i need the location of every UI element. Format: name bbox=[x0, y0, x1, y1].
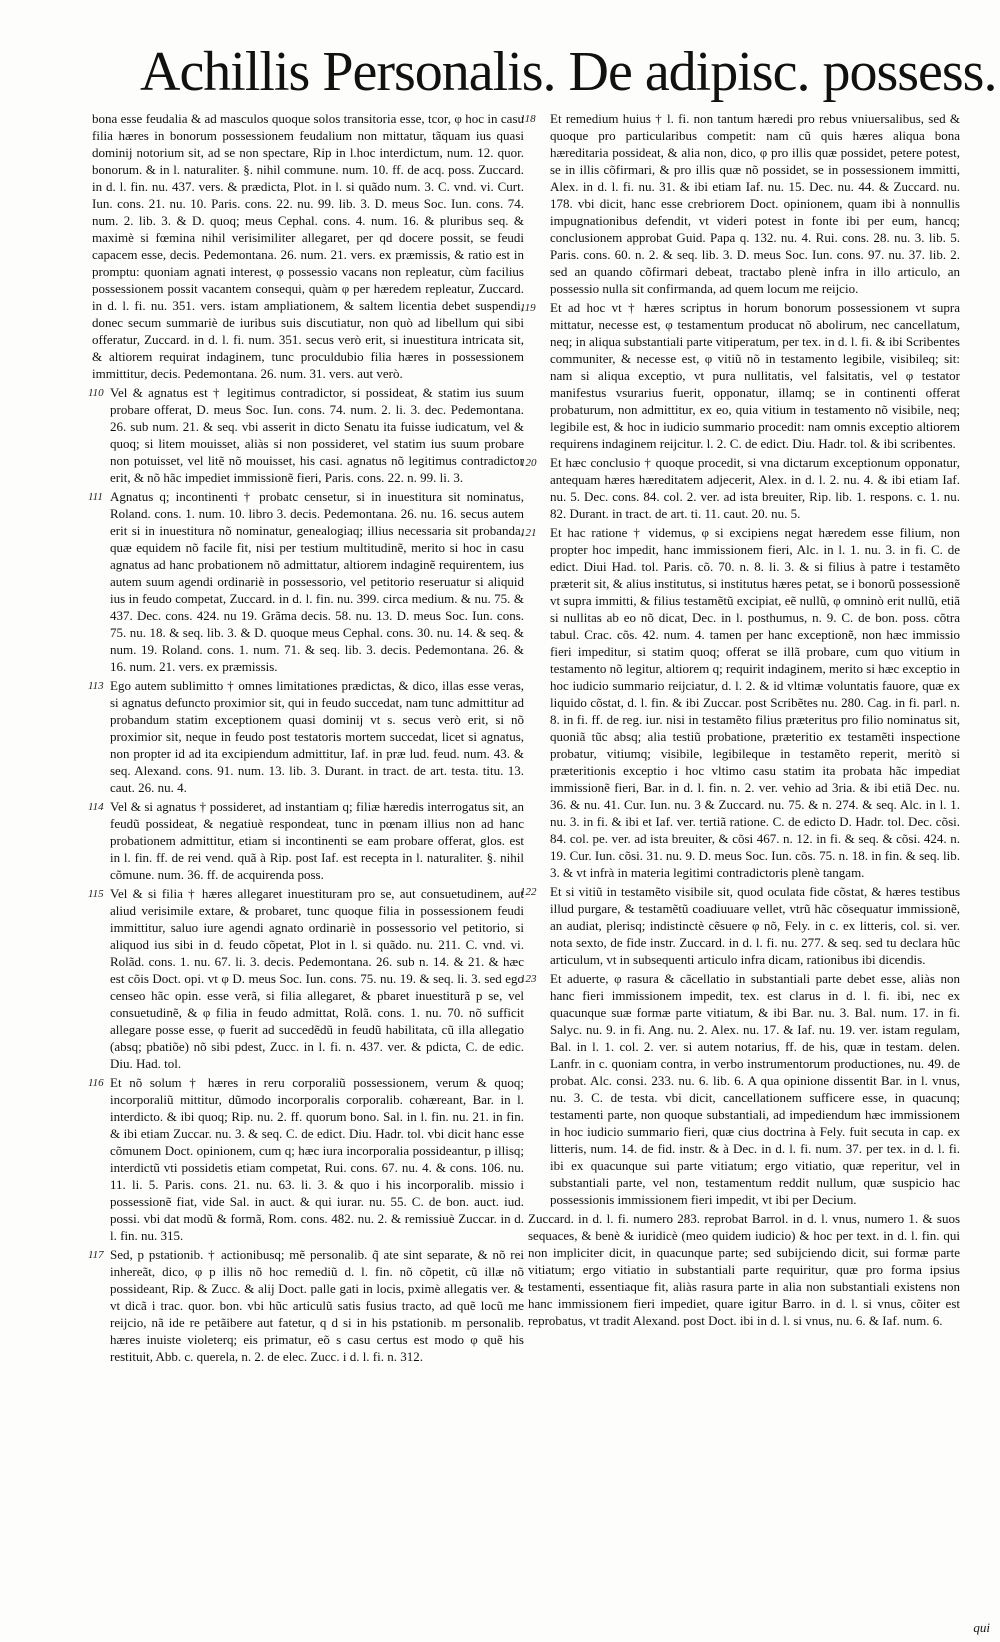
paragraph-text: Et aduerte, φ rasura & cãcellatio in substantiali parte debet esse, aliàs non hanc fieri immissionem impedit, tex. est clarus in d. l. fi. ibi, nec ex quacunque suæ formæ parte vitiatum, & ibi Bar. nu. 3. Bal. num. 17. in fi. Salyc. nu. 9. in fi. Ang. nu. 2. Alex. nu. 17. & Iaf. nu. 19. ver. istam regulam, Bal. in l. 1. col. 2. ver. si autem notarius, ff. de his, quæ in testam. delen. Lanfr. in c. quoniam contra, in verbo instrumentorum productiones, nu. 49. de probat. Alc. consi. 233. nu. 6. lib. 6. A qua opinione dissentit Bar. in l. vnus, nu. 3. C. de testa. vbi dicit, cancellationem sufficere esse, in quacunq; testamenti parte, non quoque substantiali, ad impediendum hæc immissionem in hoc iudicio summario fieri, quæ cius doctrina à Fely. fuit secuta in cap. ex litteris, num. 14. de fid. instr. & à Dec. in d. l. fi. num. 37. per tex. in d. l. fi. ibi ex quacunque sui parte vitiatum; ergo vitiatio, quæ reperitur, vel in substantiali parte, vel non, testamentum reddit nullum, quæ suspicio hac possessionis immissionem fieri impedit, vt ibi per Decium. bbox=[550, 971, 960, 1207]
left-column bbox=[88, 110, 524, 1630]
margin-number: 118 bbox=[520, 113, 536, 125]
margin-number: 110 bbox=[88, 387, 104, 399]
right-column bbox=[520, 110, 960, 1630]
paragraph-text: Agnatus q; incontinenti † probatc censetur, si in inuestitura sit nominatus, Roland. cons. 1. num. 10. libro 3. decis. Pedemontana. 26. nu. 16. secus autem erit si in inuestitura nõ nominatur, genealogiaq; illius necessaria sit probanda, quæ equidem nõ facile fit, nisi per testium multitudinẽ, merito si hoc in casu agnatus ad hanc probationem nõ admittatur, altiorem indaginẽ requirentem, ius autem suum agendi ordinariè in possessorio, vel petitorio reseruatur si aliquid ius in feudo competat, Zuccard. in d. l. fin. nu. 399. circa medium. & nu. 75. & 437. Dec. cons. 424. nu 19. Grãma decis. 58. nu. 13. D. meus Soc. Iun. cons. 75. nu. 18. & seq. lib. 3. & D. quoque meus Cephal. cons. 30. nu. 14. & seq. & num. 19. Roland. cons. 1. num. 71. & seq. lib. 3. decis. Pedemontana. 26. & 16. num. 21. vers. ex præmissis. bbox=[110, 489, 524, 674]
paragraph bbox=[528, 1210, 960, 1329]
paragraph bbox=[88, 384, 524, 486]
running-header: Achillis Personalis. De adipisc. possess. bbox=[140, 41, 997, 103]
paragraph-text: Vel & si agnatus † possideret, ad instantiam q; filiæ hæredis interrogatus sit, an feudũ possideat, & negatiuè respondeat, tunc in pœnam illius non ad hanc probationem admittitur, etiam si incontinenti se eam probare offerat, glos. est in l. fin. ff. de rei vend. quã à Rip. post Iaf. est recepta in l. naturaliter. §. nihil cõmune. num. 36. ff. de acquirenda poss. bbox=[110, 799, 524, 882]
margin-number: 111 bbox=[88, 491, 103, 503]
margin-number: 121 bbox=[520, 527, 537, 539]
paragraph-text: bona esse feudalia & ad masculos quoque solos transitoria esse, tcor, φ hoc in casu filia hæres in bonorum possessionem feudalium non mittatur, tãquam ius quasi dominij notorium sit, ad se non spectare, Rip in l.hoc interdictum, num. 12. quor. bonorum. & in l. naturaliter. §. nihil commune. num. 10. ff. de acq. poss. Zuccard. in d. l. fin. nu. 437. vers. & prædicta, Plot. in l. si quãdo num. 3. C. vnd. vi. Curt. Iun. cons. 21. nu. 10. Paris. cons. 22. nu. 99. lib. 3. D. meus Soc. Iun. cons. 74. num. 2. lib. 3. & D. quoq; meus Cephal. cons. 4. num. 16. & pluribus seq. & maximè si fœmina nihil verisimiliter allegaret, per qd docere possit, se feudi capacem esse, decis. Pedemontana. 26. num. 21. vers. ex præmissis, & ratio est in promptu: quoniam agnati interest, φ possessio vacans non repleatur, cùm facilius possessionem possit vacantem consequi, quàm φ per hæredem repleatur, Zuccard. in d. l. fi. nu. 351. vers. istam ampliationem, & saltem licentia debet suspendi, donec secum summariè de iuribus suis discutiatur, non quò ad libellum qui sibi offeratur, Zuccard. in d. l. fi. num. 351. secus verò erit, si inuestitura intricata sit, & altiorem requirat indaginem, tunc proculdubio filia hæres in possessionem immittitur, decis. Pedemontana. 26. num. 31. vers. aut verò. bbox=[92, 111, 524, 381]
paragraph bbox=[88, 677, 524, 796]
paragraph-text: Et ad hoc vt † hæres scriptus in horum bonorum possessionem vt supra mittatur, necesse est, φ testamentum producat nõ abolirum, nec cancellatum, neq; in aliqua substantiali parte vitiperatum, per tex. in d. l. fi. & ibi Scribentes communiter, & necesse est, φ vitiũ nõ in testamento legibile, visibileq; sit: nam si aliqua exceptio, vt pura nullitatis, vel falsitatis, vel φ testator manifestus vsurarius fuerit, opponatur, illamq; se in continenti offerat probaturum, non admittitur, ex eo, quia vitium in testamento nõ visibile, neq; legibile est, & hoc in iudicio summario procedit: nam omnis exceptio altiorem requirens indaginem reijcitur. l. 2. C. de edict. Diu. Hadr. tol. & ibi scribentes. bbox=[550, 300, 960, 451]
margin-number: 119 bbox=[520, 302, 536, 314]
paragraph-text: Et si vitiũ in testamẽto visibile sit, quod oculata fide cõstat, & hæres testibus illud purgare, & testamẽtũ coadiuuare vellet, vtrũ hãc cõsequatur immissionẽ, an audiat, plerisq; indistinctè cẽsuere φ nõ, Fely. in c. ex litteris, col. si. ver. nota sexto, de fide instr. Zuccard. in d. l. fi. nu. 277. & seq. sed tu declara hũc articulum, vt in subsequenti articulo infra dicam, rationibus ibi dicendis. bbox=[550, 884, 960, 967]
paragraph bbox=[88, 1246, 524, 1365]
paragraph-text: Zuccard. in d. l. fi. numero 283. reprobat Barrol. in d. l. vnus, numero 1. & suos sequaces, & benè & iuridicè (meo quidem iudicio) & hoc per text. in d. l. fin. qui non impliciter dicit, in quacunque parte; sed subijciendo dicit, sui formæ parte vitiatum; ergo vitiatio in substantiali parte requiritur, quæ pro forma ipsius testamenti, essentiaque fit, aliàs rasura parte in alia non substantiali existens non hanc immissionem fieri impediet, quare igitur Barro. in d. l. si vnus, cõiter est reprobatus, vt tradit Alexand. post Doct. ibi in d. l. si vnus, nu. 6. & Iaf. num. 6. bbox=[528, 1211, 960, 1328]
paragraph-text: Et hac ratione † videmus, φ si excipiens negat hæredem esse filium, non propter hoc impedit, hanc immissionem fieri, Alc. in l. 1. nu. 3. in fi. C. de edict. Diui Had. tol. Paris. cõ. 70. n. 8. li. 3. & si filius à patre i testamẽto præterit sit, & alius institutus, si institutus hæres petat, se i bonorũ possessionẽ vt supra immitti, & filius testamẽtũ excipiat, eẽ nullũ, φ omninò erit nullũ, etiã si nullitas ab eo nõ dicat, Dec. in l. posthumus, n. 9. C. de bon. poss. cõtra tabul. Crac. cõs. 42. num. 4. tamen per hanc exceptionẽ, non hæc immissio fieri impeditur, si statim quoq; offerat se illã probare, cum quo vitium in testamento nõ legitur, altiorem q; requirit indaginem, merito si hæc exceptio in hoc iudicio summario reijciatur, d. l. 2. & id vltimæ voluntatis fauore, quæ ex liquido cõstat, d. l. fin. & ibi Zuccar. post Scribẽtes nu. 280. Cag. in fi. parl. n. 8. in fi. ff. de reg. iur. nisi in testamẽto filius præteritus pro filio nominatus sit, quoniã tũc absq; alia testiũ probatione, præteritio ex testamẽti inspectione probatur, vitiumq; visibile, legibileque in testamẽto reperit, meritò si præteritionis exceptio i hoc vltimo casu statim ita probata hãc impediat immissionẽ fieri, Bar. in d. l. fin. n. 2. ver. vehio ad 3ria. & ibi etiã Dec. nu. 36. & nu. 41. Cur. Iun. nu. 3 & Zuccard. nu. 75. & n. 274. & seq. Alc. in l. 1. nu. 3. in fi. & ibi et Iaf. ver. tertiã ratione. C. de edicto D. Hadr. tol. Dec. cõsi. 84. col. pe. ver. ad ista breuiter, & cõsi 467. n. 12. in fi. & seq. & cõsi. 424. n. 19. Cur. Iun. cõsi. 31. nu. 9. D. meus Soc. Iun. cõs. 75. n. 18. in fin. & seq. lib. 3. & vt infrà in materia legitimi contradictoris plenè tangam. bbox=[550, 525, 960, 880]
paragraph bbox=[520, 970, 960, 1208]
margin-number: 123 bbox=[520, 973, 537, 985]
paragraph bbox=[88, 798, 524, 883]
paragraph-text: Et remedium huius † l. fi. non tantum hæredi pro rebus vniuersalibus, sed & quoque pro particularibus competit: nam cũ quis hæres aliqua bona hæreditaria possideat, & alia non, dico, φ pro illis quæ possidet, petere potest, se in illis cõfirmari, & pro illis quæ nõ possidet, se in possessionem immitti, Alex. in d. l. fi. nu. 31. & ibi etiam Iaf. nu. 15. Dec. nu. 44. & Zuccard. nu. 178. vbi dicit, hanc esse crebriorem Doct. opinionem, quam ibi à nonnullis impugnationibus defendit, vt videri potest in fonte ibi per eum, hancq; conclusionem approbat Guid. Papa q. 132. nu. 4. Rui. cons. 28. nu. 3. lib. 5. Paris. cons. 60. n. 2. & seq. lib. 3. D. meus Soc. Iun. cons. 97. nu. 37. lib. 2. sed an quando cõfirmari debeat, tractabo plenè infra in illo articulo, an possessio nulla sit confirmanda, ad quem locum me reijcio. bbox=[550, 111, 960, 296]
margin-number: 115 bbox=[88, 888, 104, 900]
paragraph bbox=[520, 524, 960, 881]
margin-number: 114 bbox=[88, 801, 104, 813]
paragraph-text: Et nõ solum † hæres in reru corporaliũ possessionem, verum & quoq; incorporaliũ mittitur, dũmodo incorporalis corporalib. cohæreant, Bar. in l. interdicto. & ibi quoq; Rip. nu. 2. ff. quorum bono. Sal. in l. fin. nu. 21. in fin. & ibi etiam Zuccar. nu. 3. & seq. C. de edict. Diu. Hadr. tol. vbi dicit hanc esse cõmunem Doct. opinionem, cum q; hæc iura incorporalia possideantur, p illisq; interdictũ vti possidetis etiam competat, Rui. cons. 67. nu. 4. & cons. 106. nu. 11. li. 5. Paris. cons. 21. nu. 63. li. 3. & quo i his incorporalib. missio i possessionẽ fiat, vide Sal. in auct. & qui iurar. nu. 55. C. de bon. auct. iud. possi. vbi dat modũ & formã, Rom. cons. 482. nu. 2. & remissiuè Zuccar. in d. l. fin. nu. 315. bbox=[110, 1075, 524, 1243]
margin-number: 117 bbox=[88, 1249, 104, 1261]
paragraph-text: Sed, p pstationib. † actionibusq; mẽ personalib. q̃ ate sint separate, & nõ rei inhereãt, dico, φ p illis nõ hoc remediũ d. l. fin. nõ cõpetit, cũ illæ nõ possideant, Rip. & Zucc. & alij Doct. palle gati in locis, pximè allegatis ver. & vt dicã i trac. quor. bon. vbi hũc articulũ satis fusius tracto, ad quẽ locũ me reijcio, nã ide re petãibere aut fatetur, q d si in his pstationib. m personalib. hæres inuiste violeterq; eis primatur, eõ s casu certus est modo φ quẽ his restituit, Abb. c. querela, n. 2. de elec. Zucc. i d. l. fi. n. 312. bbox=[110, 1247, 524, 1364]
paragraph-text: Vel & agnatus est † legitimus contradictor, si possideat, & statim ius suum probare offerat, D. meus Soc. Iun. cons. 74. num. 2. li. 3. dec. Pedemontana. 26. sub num. 21. & seq. vbi asserit in dicto Senatu ita fuisse iudicatum, vel & quoq; si litem mouisset, aliàs si non possideret, vel statim ius suum probare non potuisset, vel litẽ nõ mouisset, his casi. agnatus nõ legitimus contradictor erit, & nõ hãc impediet immissionẽ fieri, Paris. cons. 22. n. 99. li. 3. bbox=[110, 385, 524, 485]
paragraph bbox=[92, 110, 524, 382]
paragraph bbox=[88, 885, 524, 1072]
margin-number: 113 bbox=[88, 680, 104, 692]
paragraph-text: Et hæc conclusio † quoque procedit, si vna dictarum exceptionum opponatur, antequam hæres hæreditatem adjecerit, Alex. in d. l. 2. nu. 4. & ibi etiam Iaf. nu. 5. Dec. cons. 84. col. 2. ver. ad ista breuiter, Rip. lib. 1. respons. c. 1. nu. 82. Durant. in tract. de art. ti. 11. caut. 20. nu. 5. bbox=[550, 455, 960, 521]
margin-number: 116 bbox=[88, 1077, 104, 1089]
catchword: qui bbox=[973, 1620, 990, 1635]
paragraph bbox=[88, 1074, 524, 1244]
margin-number: 120 bbox=[520, 457, 537, 469]
paragraph bbox=[520, 883, 960, 968]
paragraph-text: Vel & si filia † hæres allegaret inuestituram pro se, aut consuetudinem, aut aliud verisimile extare, & probaret, tunc quoque filia in possessionem feudi immittitur, saluo iure agendi agnato ordinariè in possessorio vel petitorio, si aliquod ius sibi in d. feudo cõpetat, Plot in l. si quãdo. nu. 211. C. vnd. vi. Rolãd. cons. 1. nu. 67. li. 3. decis. Pedemontana. 26. sub n. 14. & 21. & hæc est cõis Doct. opi. vt φ D. meus Soc. Iun. cons. 75. nu. 19. & seq. li. 3. sed ego censeo hãc opin. esse verã, si filia allegaret, & pbaret inuestiturã p se, vel consuetudinẽ, & φ filia in feudo admittat, Rolã. cons. 1. nu. 70. nõ sufficit allegare posse esse, φ fuerit ad succedẽdũ in feudũ habilitata, cũ illa allegatio (absq; pbatiõe) nõ sibi pdest, Zucc. in l. fi. n. 437. ver. & pdicta, C. de edic. Diu. Had. tol. bbox=[110, 886, 524, 1071]
margin-number: 122 bbox=[520, 886, 537, 898]
paragraph bbox=[88, 488, 524, 675]
paragraph bbox=[520, 110, 960, 297]
paragraph-text: Ego autem sublimitto † omnes limitationes prædictas, & dico, illas esse veras, si agnatus defuncto proximior sit, qui in feudo succedat, nam tunc admittitur ad probandum statim exceptionem quasi dominij vt s. secus verò erit, si nõ proximior sit, neque in feudo post testatoris mortem succedat, licet si agnatus, non propter id ad ita excipiendum admittitur, Iaf. in præ lud. feud. num. 43. & seq. Alexand. cons. 91. num. 13. lib. 3. Durant. in tract. de art. testa. titu. 13. caut. 26. nu. 4. bbox=[110, 678, 524, 795]
paragraph bbox=[520, 454, 960, 522]
paragraph bbox=[520, 299, 960, 452]
